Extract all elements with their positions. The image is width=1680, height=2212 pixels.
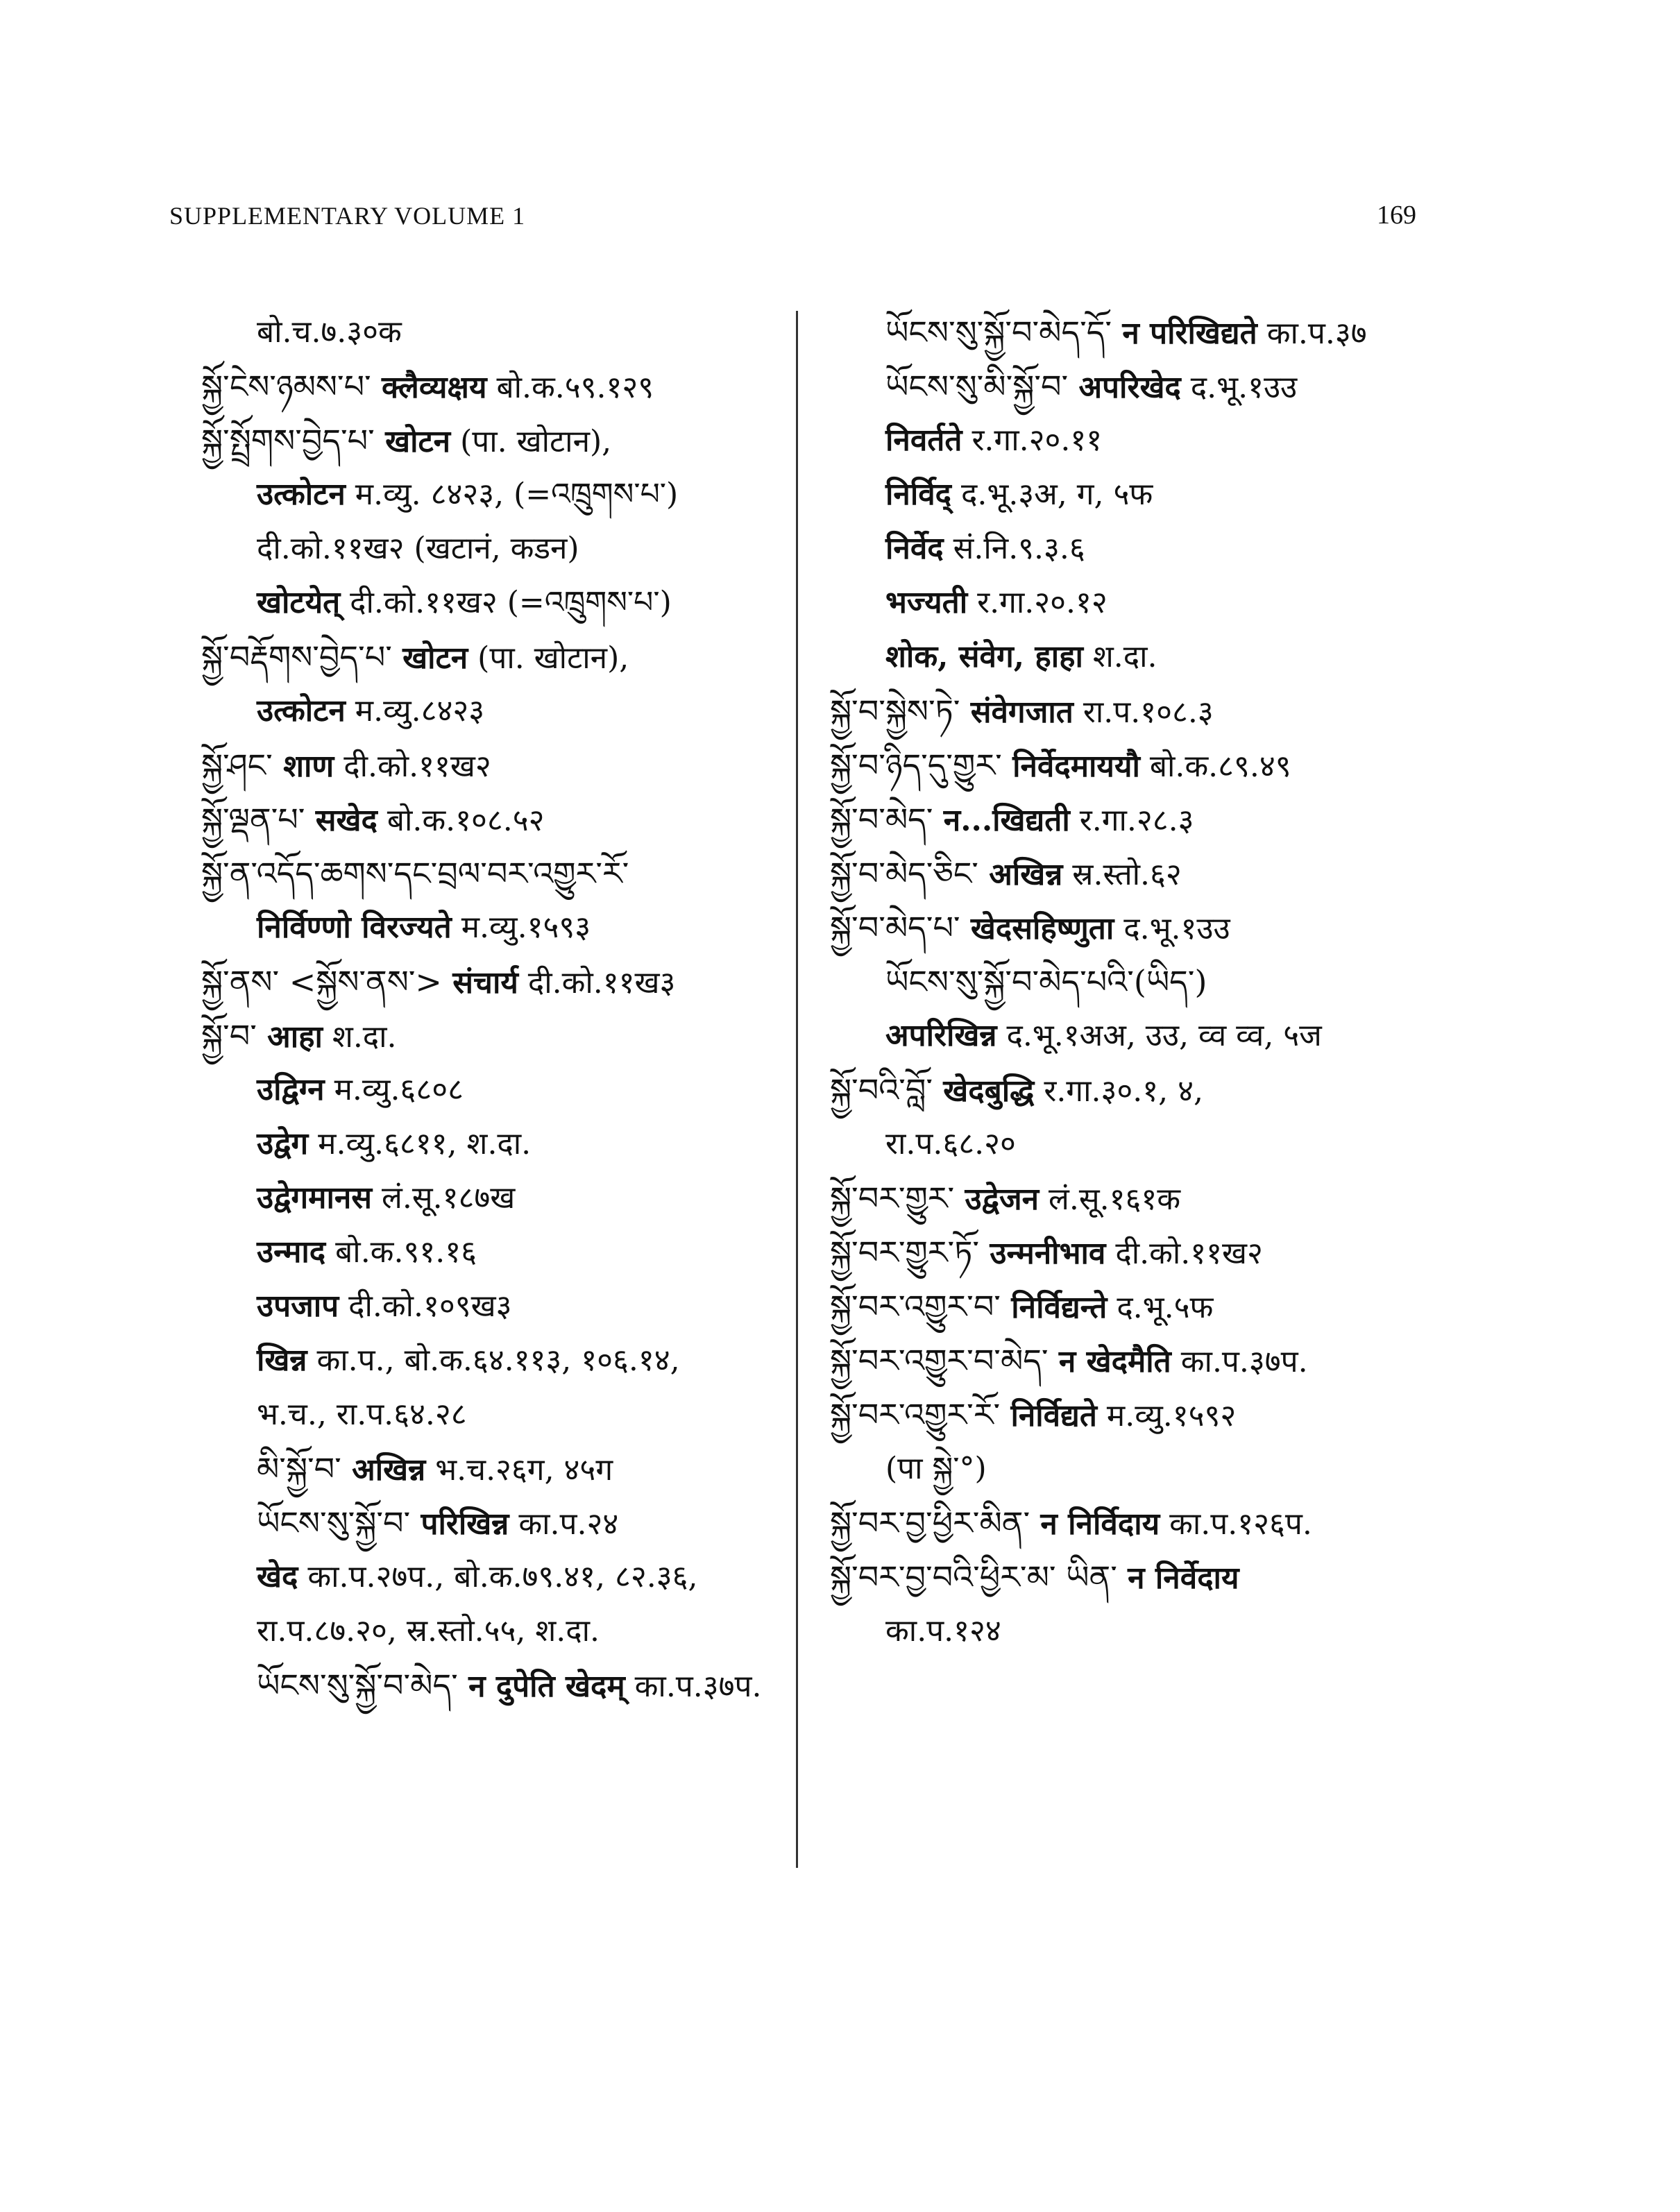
- reference: बो.क.५९.१२९: [486, 370, 654, 405]
- tibetan-term: སྐྱོ་ངེས་ཉམས་པ་: [201, 368, 371, 405]
- sanskrit-term: उन्मनीभाव: [979, 1236, 1106, 1271]
- entry-headword-line: [830, 1225, 1441, 1279]
- reference: का.प.१२६प.: [1160, 1506, 1312, 1542]
- entry-headword-line: [830, 1279, 1441, 1334]
- reference: म.व्यु.१५९३: [451, 910, 591, 945]
- entry-headword-line: [830, 1496, 1441, 1550]
- sanskrit-term: निर्वेदमाययौ: [1001, 749, 1140, 784]
- reference: रा.प.१०८.३: [1073, 695, 1214, 730]
- tibetan-term: སྐྱོ་བ་མེད་པ་: [830, 909, 960, 946]
- entry-line: [830, 1442, 1441, 1496]
- reference: भ.च.२६ग, ४५ग: [425, 1452, 613, 1488]
- sanskrit-term: निर्विण्णो विरज्यते: [257, 910, 452, 945]
- tibetan-term: སྐྱོ་ནས་ <སྐྱོས་ནས་>: [201, 963, 442, 1001]
- reference: श.दा.: [1083, 639, 1157, 674]
- reference: (पा. खोटान),: [450, 424, 612, 459]
- reference: द.भू.१अअ, उउ, व्व व्व, ५ज: [996, 1018, 1322, 1053]
- sanskrit-term: उन्माद: [257, 1234, 326, 1270]
- tibetan-term: ཡོངས་སུ་སྐྱོ་བ་མེད་: [257, 1667, 458, 1704]
- sanskrit-term: भज्यती: [885, 585, 968, 620]
- entry-headword-line: [201, 359, 812, 414]
- reference: लं.सू.१८७ख: [372, 1180, 516, 1216]
- entry-line: [201, 1496, 812, 1550]
- reference: लं.सू.१६१क: [1039, 1182, 1180, 1217]
- reference: द.भू.५फ: [1107, 1290, 1214, 1325]
- tibetan-term: ཡོངས་སུ་སྐྱོ་བ་མེད་པའི་(ཡིད་): [885, 963, 1207, 1001]
- entry-line: [201, 1658, 812, 1712]
- entry-headword-line: [201, 738, 812, 792]
- entry-line: [830, 468, 1441, 522]
- reference: म.व्यु.८४२३: [345, 693, 485, 729]
- reference: म.व्यु.१५९२: [1096, 1398, 1237, 1433]
- tibetan-term: སྐྱོ་སྤྲོགས་བྱེད་པ་: [201, 422, 375, 459]
- sanskrit-term: संचार्य: [441, 965, 518, 1001]
- left-column: [201, 305, 812, 1712]
- sanskrit-term: निर्वेद: [885, 531, 944, 566]
- entry-headword-line: [830, 1171, 1441, 1225]
- sanskrit-term: निर्विद्: [885, 477, 952, 512]
- entry-line: [830, 305, 1441, 359]
- reference: दी.को.११ख२: [1105, 1236, 1263, 1271]
- entry-line: [201, 684, 812, 738]
- entry-line: [830, 1009, 1441, 1063]
- reference: बो.क.१०८.५२: [377, 803, 545, 838]
- entry-headword-line: [830, 846, 1441, 901]
- reference: द.भू.१उउ: [1180, 370, 1298, 405]
- reference: म.व्यु. ८४२३, (=འཁྲུགས་པ་): [345, 477, 679, 512]
- reference: का.प.१२४: [885, 1613, 1001, 1649]
- tibetan-term: སྐྱོ་ལྡན་པ་: [201, 801, 305, 838]
- page-number: 169: [1377, 201, 1416, 230]
- sanskrit-term: न निर्वेदाय: [1117, 1560, 1239, 1596]
- sanskrit-term: अखिन्न: [341, 1452, 426, 1488]
- sanskrit-term: उत्कोटन: [257, 477, 346, 512]
- sanskrit-term: उद्विग्न: [257, 1072, 325, 1107]
- reference: का.प.३७प.: [1171, 1344, 1308, 1379]
- reference: र.गा.२०.१२: [967, 585, 1108, 620]
- entry-headword-line: [830, 1063, 1441, 1117]
- sanskrit-term: उद्वेग: [257, 1126, 309, 1162]
- entry-line: [830, 359, 1441, 414]
- entry-line: [830, 630, 1441, 684]
- tibetan-term: སྐྱོ་བར་འགྱུར་རོ་: [830, 1396, 1001, 1433]
- reference: बो.क.८९.४९: [1139, 749, 1291, 784]
- entry-line: [201, 1171, 812, 1225]
- tibetan-term: སྐྱོ་བར་གྱུར་: [830, 1180, 955, 1217]
- sanskrit-term: न दुपेति खेदम्: [457, 1669, 625, 1704]
- reference: (पा སྐྱེ་°): [885, 1451, 987, 1486]
- tibetan-term: སྐྱོ་བ་མེད་ཅིང་: [830, 855, 978, 892]
- reference: श.दा.: [322, 1019, 397, 1055]
- entry-line: [201, 522, 812, 576]
- reference: स्र.स्तो.६२: [1062, 857, 1182, 892]
- sanskrit-term: खिन्न: [257, 1343, 307, 1378]
- tibetan-term: སྐྱོ་བར་བྱ་བའི་ཕྱིར་མ་ ཡིན་: [830, 1558, 1117, 1596]
- sanskrit-term: अखिन्न: [978, 857, 1063, 892]
- reference: रा.प.८७.२०, स्र.स्तो.५५, श.दा.: [257, 1613, 600, 1649]
- entry-headword-line: [830, 1334, 1441, 1388]
- sanskrit-term: संवेगजात: [960, 695, 1074, 730]
- reference: दी.को.११ख३: [518, 965, 676, 1001]
- sanskrit-term: अपरिखिन्न: [885, 1018, 997, 1053]
- entry-line: [830, 522, 1441, 576]
- tibetan-term: སྐྱོ་བར་བྱ་ཕྱིར་མིན་: [830, 1504, 1030, 1542]
- sanskrit-term: उत्कोटन: [257, 693, 346, 729]
- entry-line: [830, 1604, 1441, 1658]
- sanskrit-term: उद्वेगमानस: [257, 1180, 373, 1216]
- reference: र.गा.३०.१, ४,: [1034, 1073, 1203, 1109]
- tibetan-term: སྐྱོ་ཤང་: [201, 747, 273, 784]
- entry-headword-line: [830, 684, 1441, 738]
- tibetan-term: སྐྱོ་བའི་བློ་: [830, 1071, 933, 1109]
- entry-line: [201, 1604, 812, 1658]
- tibetan-term: ཡོངས་སུ་མི་སྐྱོ་བ་: [885, 368, 1069, 405]
- entry-headword-line: [830, 738, 1441, 792]
- reference: भ.च., रा.प.६४.२८: [257, 1397, 467, 1432]
- entry-line: [201, 901, 812, 955]
- reference: सं.नि.९.३.६: [943, 531, 1085, 566]
- sanskrit-term: आहा: [256, 1019, 323, 1055]
- entry-line: [201, 305, 812, 359]
- tibetan-term: སྐྱོ་བ་སྐྱེས་ཏེ་: [830, 692, 960, 730]
- sanskrit-term: निर्विद्यन्ते: [1000, 1290, 1108, 1325]
- reference: र.गा.२०.११: [962, 423, 1103, 458]
- sanskrit-term: न खेदमैति: [1048, 1344, 1171, 1379]
- reference: का.प.२४: [509, 1506, 619, 1542]
- sanskrit-term: न निर्विदाय: [1030, 1506, 1160, 1542]
- entry-headword-line: [830, 792, 1441, 846]
- entry-line: [201, 1225, 812, 1279]
- sanskrit-term: खोटन: [391, 640, 468, 676]
- sanskrit-term: शोक, संवेग, हाहा: [885, 639, 1083, 674]
- reference: (पा. खोटान),: [468, 640, 629, 676]
- entry-headword-line: [201, 792, 812, 846]
- tibetan-term: སྐྱོ་བ་མེད་: [830, 801, 933, 838]
- sanskrit-term: निवर्तते: [885, 423, 962, 458]
- entry-headword-line: [201, 1009, 812, 1063]
- sanskrit-term: खोटयेत्: [257, 585, 341, 620]
- entry-line: [201, 1442, 812, 1496]
- entry-line: [830, 955, 1441, 1009]
- tibetan-term: སྐྱོ་བ་ཉིད་དུ་གྱུར་: [830, 747, 1002, 784]
- reference: का.प.२७प., बो.क.७९.४१, ८२.३६,: [298, 1559, 698, 1594]
- sanskrit-term: क्लैव्यक्षय: [371, 370, 487, 405]
- entry-headword-line: [830, 901, 1441, 955]
- sanskrit-term: सखेद: [305, 803, 377, 838]
- tibetan-term: སྐྱོ་བ་: [201, 1017, 257, 1055]
- entry-headword-line: [201, 414, 812, 468]
- reference: द.भू.१उउ: [1114, 911, 1230, 946]
- entry-headword-line: [830, 1550, 1441, 1604]
- entry-line: [201, 1117, 812, 1171]
- tibetan-term: སྐྱོ་བར་འགྱུར་བ་: [830, 1288, 1001, 1325]
- entry-line: [201, 1388, 812, 1442]
- reference: दी.को.११ख२: [334, 749, 491, 784]
- reference: म.व्यु.६८११, श.दा.: [308, 1126, 532, 1162]
- reference: र.गा.२८.३: [1069, 803, 1194, 838]
- entry-line: [201, 468, 812, 522]
- tibetan-term: སྐྱོ་བར་འགྱུར་བ་མེད་: [830, 1342, 1049, 1379]
- sanskrit-term: खेदबुद्धि: [932, 1073, 1035, 1109]
- tibetan-term: སྐྱོ་བརྡོགས་བྱེད་པ་: [201, 638, 392, 676]
- sanskrit-term: परिखिन्न: [410, 1506, 509, 1542]
- sanskrit-term: खेदसहिष्णुता: [960, 911, 1114, 946]
- entry-line: [830, 414, 1441, 468]
- entry-line: [830, 576, 1441, 630]
- entry-line: [201, 1063, 812, 1117]
- reference: रा.प.६८.२०: [885, 1126, 1016, 1162]
- sanskrit-term: निर्विद्यते: [1000, 1398, 1097, 1433]
- reference: दी.को.१०९ख३: [339, 1288, 512, 1324]
- reference: बो.च.७.३०क: [257, 314, 402, 350]
- reference: दी.को.११ख२ (खटानं, कडन): [257, 531, 579, 566]
- entry-headword-line: [201, 955, 812, 1009]
- reference: का.प.३७प.: [625, 1669, 762, 1704]
- tibetan-term: སྐྱོ་ན་འདོད་ཆགས་དང་བྲལ་བར་འགྱུར་རོ་: [201, 855, 629, 892]
- sanskrit-term: शाण: [272, 749, 334, 784]
- entry-line: [201, 1279, 812, 1334]
- sanskrit-term: अपरिखेद: [1068, 370, 1181, 405]
- sanskrit-term: न...खिद्यती: [933, 803, 1070, 838]
- reference: का.प.३७: [1257, 316, 1367, 351]
- entry-headword-line: [201, 630, 812, 684]
- sanskrit-term: उपजाप: [257, 1288, 339, 1324]
- entry-line: [830, 1117, 1441, 1171]
- sanskrit-term: खोटन: [374, 424, 451, 459]
- reference: बो.क.९१.१६: [325, 1234, 477, 1270]
- entry-line: [201, 1334, 812, 1388]
- column-divider: [796, 311, 798, 1868]
- entry-headword-line: [830, 1388, 1441, 1442]
- tibetan-term: ཡོངས་སུ་སྐྱོ་བ་མེད་དོ་: [885, 314, 1112, 351]
- reference: द.भू.३अ, ग, ५फ: [951, 477, 1153, 512]
- sanskrit-term: न परिखिद्यते: [1112, 316, 1257, 351]
- reference: दी.को.११ख२ (=འཁྲུགས་པ་): [340, 585, 672, 620]
- entry-line: [201, 576, 812, 630]
- reference: का.प., बो.क.६४.११३, १०६.१४,: [307, 1343, 680, 1378]
- entry-line: [201, 1550, 812, 1604]
- tibetan-term: ཡོངས་སུ་སྐྱོ་བ་: [257, 1504, 411, 1542]
- entry-headword-line: [201, 846, 812, 901]
- sanskrit-term: उद्वेजन: [954, 1182, 1040, 1217]
- reference: म.व्यु.६८०८: [324, 1072, 464, 1107]
- tibetan-term: མི་སྐྱོ་བ་: [257, 1450, 341, 1488]
- right-column: [830, 305, 1441, 1658]
- tibetan-term: སྐྱོ་བར་གྱུར་ཏོ་: [830, 1234, 980, 1271]
- sanskrit-term: खेद: [257, 1559, 298, 1594]
- running-header: SUPPLEMENTARY VOLUME 1: [169, 202, 526, 230]
